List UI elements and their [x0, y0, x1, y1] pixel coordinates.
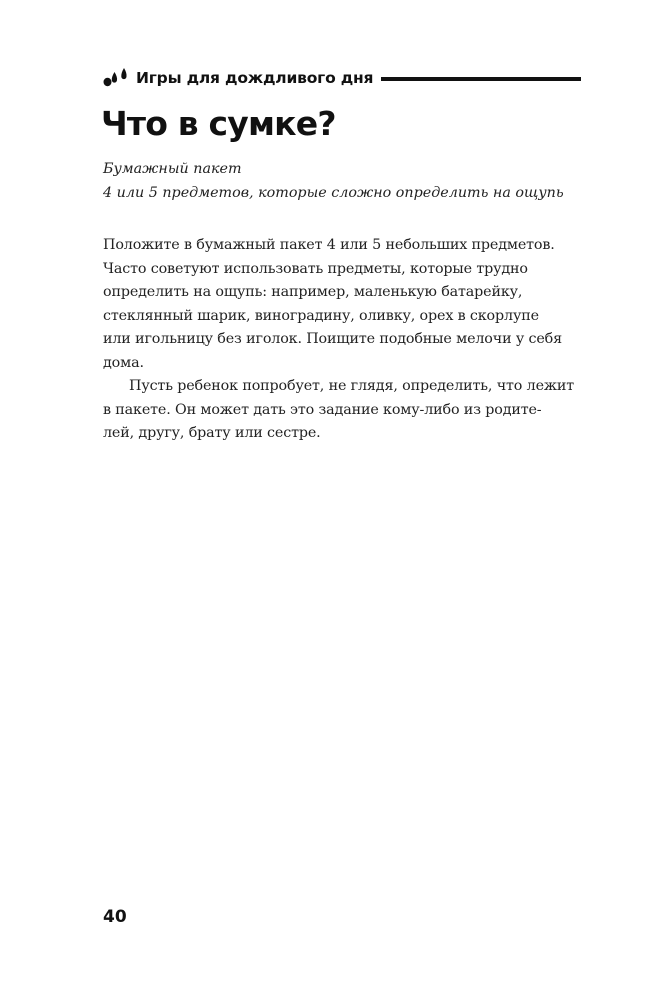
- running-header: [103, 66, 581, 92]
- text-line: или игольницу без иголок. Поищите подобные мелочи у себя: [103, 331, 562, 347]
- paragraph: [103, 375, 581, 446]
- paragraph: [103, 234, 581, 375]
- page-title: Что в сумке?: [101, 104, 336, 143]
- section-title: Игры для дождливого дня: [136, 69, 374, 87]
- text-line: определить на ощупь: например, маленькую батарейку,: [103, 284, 523, 300]
- text-line: стеклянный шарик, виноградину, оливку, орех в скорлупе: [103, 307, 539, 324]
- body-text: [103, 234, 581, 446]
- text-line: лей, другу, брату или сестре.: [103, 425, 321, 441]
- page-number: 40: [103, 907, 127, 927]
- text-line: в пакете. Он может дать это задание кому-либо из родите-: [103, 401, 542, 418]
- materials-list: [103, 158, 583, 205]
- text-line: Положите в бумажный пакет 4 или 5 небольших предметов.: [103, 237, 555, 253]
- text-line: дома.: [103, 354, 144, 371]
- text-line: Часто советуют использовать предметы, которые трудно: [103, 260, 528, 277]
- material-item: Бумажный пакет: [103, 161, 242, 177]
- material-item: 4 или 5 предметов, которые сложно определить на ощупь: [103, 184, 564, 201]
- text-line: Пусть ребенок попробует, не глядя, определить, что лежит: [129, 378, 575, 394]
- raindrops-icon: [103, 68, 133, 88]
- header-rule: [381, 77, 581, 81]
